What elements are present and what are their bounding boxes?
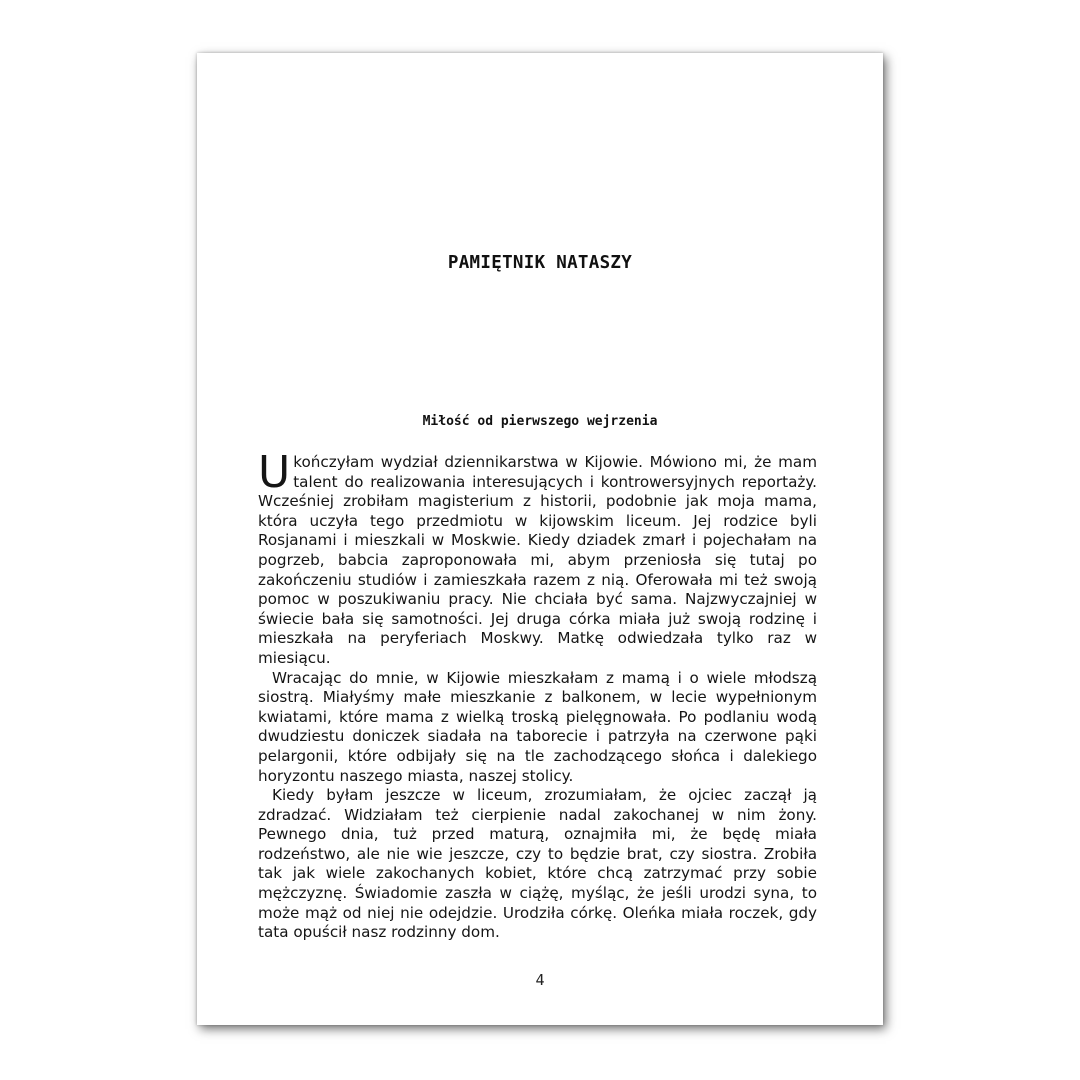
paragraph-2: Wracając do mnie, w Kijowie mieszkałam z mamą i o wiele młodszą siostrą. Miałyśmy małe mieszkanie z balkonem, w lecie wypełnionym kwiatami, które mama z wielką troską pielęgnowała. Po podlaniu wodą dwudziestu doniczek siadała na taborecie i patrzyła na czerwone pąki pelargonii, które odbijały się na tle zachodzącego słońca i dalekiego horyzontu naszego miasta, naszej stolicy. <box>258 668 817 785</box>
chapter-title: PAMIĘTNIK NATASZY <box>447 253 633 273</box>
book-page <box>197 53 883 1025</box>
paragraph-1 <box>258 447 817 669</box>
paragraph-1-text: kończyłam wydział dziennikarstwa w Kijowie. Mówiono mi, że mam talent do realizowania interesujących i kontrowersyjnych reportaży. Wcześniej zrobiłam magisterium z historii, podobnie jak moja mama, która uczyła tego przedmiotu w kijowskim liceum. Jej rodzice byli Rosjanami i mieszkali w Moskwie. Kiedy dziadek zmarł i pojechałam na pogrzeb, babcia zaproponowała mi, abym przeniosła się tutaj po zakończeniu studiów i zamieszkała razem z nią. Oferowała mi też swoją pomoc w poszukiwaniu pracy. Nie chciała być sama. Najzwyczajniej w świecie bała się samotności. Jej druga córka miała już swoją rodzinę i mieszkała na peryferiach Moskwy. Matkę odwiedzała tylko raz w miesiącu. <box>258 453 817 667</box>
page-number: 4 <box>535 971 545 989</box>
drop-cap: U <box>258 447 291 498</box>
paragraph-3: Kiedy byłam jeszcze w liceum, zrozumiałam, że ojciec zaczął ją zdradzać. Widziałam też cierpienie nadal zakochanej w nim żony. Pewnego dnia, tuż przed maturą, oznajmiła mi, że będę miała rodzeństwo, ale nie wie jeszcze, czy to będzie brat, czy siostra. Zrobiła tak jak wiele zakochanych kobiet, które chcą zatrzymać przy sobie mężczyznę. Świadomie zaszła w ciążę, myśląc, że jeśli urodzi syna, to może mąż od niej nie odejdzie. Urodziła córkę. Oleńka miała roczek, gdy tata opuścił nasz rodzinny dom. <box>258 786 817 942</box>
body-text <box>258 447 817 943</box>
section-title: Miłość od pierwszego wejrzenia <box>422 414 658 429</box>
